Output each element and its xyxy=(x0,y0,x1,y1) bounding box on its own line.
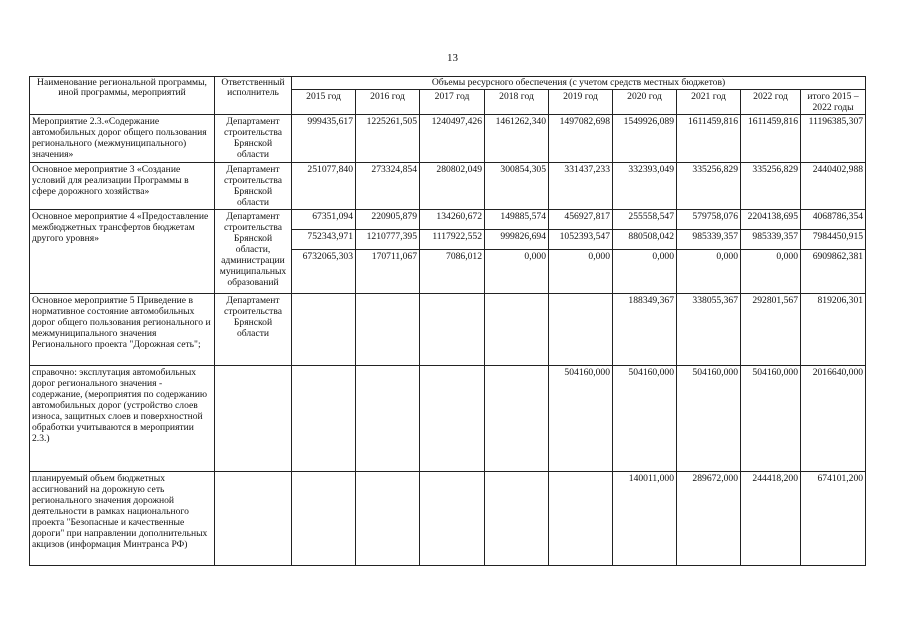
row-value: 67351,094 xyxy=(292,210,356,230)
row-value: 880508,042 xyxy=(613,230,677,250)
row-value: 0,000 xyxy=(549,250,613,294)
row-value: 1240497,426 xyxy=(420,115,485,163)
row-value: 6909862,381 xyxy=(801,250,866,294)
row-value: 255558,547 xyxy=(613,210,677,230)
row-value: 819206,301 xyxy=(801,294,866,366)
header-year: 2020 год xyxy=(613,90,677,115)
row-value: 7984450,915 xyxy=(801,230,866,250)
table-body xyxy=(30,115,866,566)
row-value: 134260,672 xyxy=(420,210,485,230)
row-value: 220905,879 xyxy=(356,210,420,230)
row-value: 504160,000 xyxy=(741,366,801,472)
page-number: 13 xyxy=(447,52,458,64)
row-value: 1052393,547 xyxy=(549,230,613,250)
row-value xyxy=(485,366,549,472)
resource-table xyxy=(29,76,866,566)
row-value: 170711,067 xyxy=(356,250,420,294)
row-value: 2204138,695 xyxy=(741,210,801,230)
row-value: 251077,840 xyxy=(292,163,356,210)
row-value xyxy=(420,472,485,566)
row-value: 1611459,816 xyxy=(741,115,801,163)
row-responsible: Департамент строительства Брянской области, администрации муниципальных образований xyxy=(215,210,292,294)
row-value: 292801,567 xyxy=(741,294,801,366)
row-value: 1611459,816 xyxy=(677,115,741,163)
row-value: 1225261,505 xyxy=(356,115,420,163)
row-responsible xyxy=(215,472,292,566)
row-value: 0,000 xyxy=(613,250,677,294)
row-value: 289672,000 xyxy=(677,472,741,566)
row-value: 579758,076 xyxy=(677,210,741,230)
table-row xyxy=(30,115,866,163)
row-value xyxy=(292,366,356,472)
row-responsible xyxy=(215,366,292,472)
row-value: 335256,829 xyxy=(677,163,741,210)
row-value xyxy=(485,472,549,566)
row-value: 7086,012 xyxy=(420,250,485,294)
header-volumes: Объемы ресурсного обеспечения (с учетом средств местных бюджетов) xyxy=(292,77,866,90)
header-year: итого 2015 – 2022 годы xyxy=(801,90,866,115)
row-value: 335256,829 xyxy=(741,163,801,210)
row-name: Основное мероприятие 5 Приведение в нормативное состояние автомобильных дорог общего пользования регионального и межмуниципального значения Регионального проекта "Дорожная сеть"; xyxy=(30,294,215,366)
row-value: 0,000 xyxy=(677,250,741,294)
row-name: Основное мероприятие 4 «Предоставление межбюджетных трансфертов бюджетам другого уровня» xyxy=(30,210,215,294)
table-row xyxy=(30,294,866,366)
row-value: 674101,200 xyxy=(801,472,866,566)
row-value: 149885,574 xyxy=(485,210,549,230)
row-value xyxy=(420,366,485,472)
row-value: 504160,000 xyxy=(613,366,677,472)
row-value: 338055,367 xyxy=(677,294,741,366)
row-value xyxy=(292,294,356,366)
row-value: 1461262,340 xyxy=(485,115,549,163)
row-value: 985339,357 xyxy=(677,230,741,250)
row-value: 300854,305 xyxy=(485,163,549,210)
row-value: 504160,000 xyxy=(549,366,613,472)
row-name: Основное мероприятие 3 «Создание условий для реализации Программы в сфере дорожного хозяйства» xyxy=(30,163,215,210)
header-responsible: Ответственный исполнитель xyxy=(215,77,292,115)
row-value: 188349,367 xyxy=(613,294,677,366)
row-name: Мероприятие 2.3.«Содержание автомобильных дорог общего пользования регионального (межмуниципального) значения» xyxy=(30,115,215,163)
row-value: 273324,854 xyxy=(356,163,420,210)
header-year: 2016 год xyxy=(356,90,420,115)
table-row xyxy=(30,366,866,472)
row-value: 999826,694 xyxy=(485,230,549,250)
table-row xyxy=(30,210,866,230)
row-value xyxy=(292,472,356,566)
row-name: справочно: эксплутация автомобильных дорог регионального значения - содержание, (мероприятия по содержанию автомобильных дорог (устройство слоев износа, защитных слоев и поверхностной обработки учитываются в мероприятии 2.3.) xyxy=(30,366,215,472)
row-responsible: Департамент строительства Брянской области xyxy=(215,115,292,163)
row-value: 332393,049 xyxy=(613,163,677,210)
row-value xyxy=(356,366,420,472)
row-value: 0,000 xyxy=(485,250,549,294)
row-responsible: Департамент строительства Брянской области xyxy=(215,163,292,210)
row-name: планируемый объем бюджетных ассигнований на дорожную сеть регионального значения дорожной деятельности в рамках национального проекта "Безопасные и качественные дороги" при направлении дополнительных акцизов (информация Минтранса РФ) xyxy=(30,472,215,566)
row-responsible: Департамент строительства Брянской области xyxy=(215,294,292,366)
header-year: 2021 год xyxy=(677,90,741,115)
row-value xyxy=(485,294,549,366)
header-year: 2022 год xyxy=(741,90,801,115)
row-value xyxy=(356,294,420,366)
row-value: 244418,200 xyxy=(741,472,801,566)
row-value: 0,000 xyxy=(741,250,801,294)
header-year: 2015 год xyxy=(292,90,356,115)
row-value: 752343,971 xyxy=(292,230,356,250)
header-year: 2017 год xyxy=(420,90,485,115)
row-value xyxy=(549,472,613,566)
row-value: 2016640,000 xyxy=(801,366,866,472)
row-value: 1210777,395 xyxy=(356,230,420,250)
row-value: 999435,617 xyxy=(292,115,356,163)
row-value: 1117922,552 xyxy=(420,230,485,250)
header-year: 2018 год xyxy=(485,90,549,115)
row-value: 985339,357 xyxy=(741,230,801,250)
row-value: 1549926,089 xyxy=(613,115,677,163)
header-name: Наименование региональной программы, иной программы, мероприятий xyxy=(30,77,215,115)
row-value: 4068786,354 xyxy=(801,210,866,230)
table-row xyxy=(30,163,866,210)
row-value: 140011,000 xyxy=(613,472,677,566)
row-value xyxy=(356,472,420,566)
row-value: 1497082,698 xyxy=(549,115,613,163)
row-value: 2440402,988 xyxy=(801,163,866,210)
row-value: 331437,233 xyxy=(549,163,613,210)
row-value xyxy=(549,294,613,366)
row-value: 504160,000 xyxy=(677,366,741,472)
row-value: 280802,049 xyxy=(420,163,485,210)
row-value: 6732065,303 xyxy=(292,250,356,294)
row-value: 11196385,307 xyxy=(801,115,866,163)
table-row xyxy=(30,472,866,566)
header-year: 2019 год xyxy=(549,90,613,115)
row-value xyxy=(420,294,485,366)
row-value: 456927,817 xyxy=(549,210,613,230)
